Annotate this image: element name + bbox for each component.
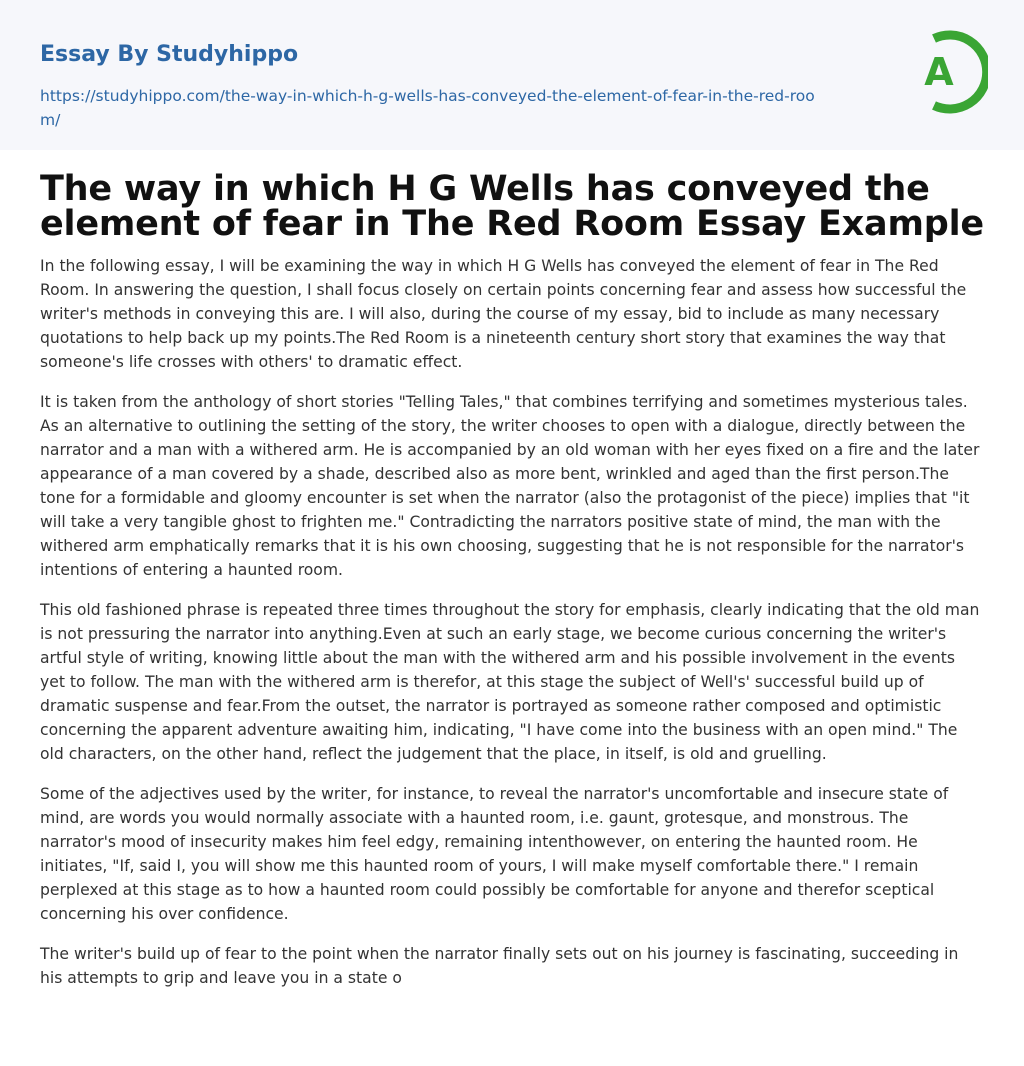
essay-paragraph-2: It is taken from the anthology of short stories "Telling Tales," that combines terrifying and sometimes mysterious tales. As an alternative to outlining the setting of the story, the writer chooses to open with a dialogue, directly between the narrator and a man with a withered arm. He is accompanied by an old woman with her eyes fixed on a fire and the later appearance of a man covered by a shade, described also as more bent, wrinkled and aged than the first person.The tone for a formidable and gloomy encounter is set when the narrator (also the protagonist of the piece) implies that "it will take a very tangible ghost to frighten me." Contradicting the narrators positive state of mind, the man with the withered arm emphatically remarks that it is his own choosing, suggesting that he is not responsible for the narrator's intentions of entering a haunted room. (40, 393, 980, 579)
essay-title: The way in which H G Wells has conveyed the element of fear in The Red Room Essay Example (40, 169, 984, 244)
site-brand[interactable]: Essay By Studyhippo (40, 42, 299, 67)
essay-paragraph-1: In the following essay, I will be examining the way in which H G Wells has conveyed the element of fear in The Red Room. In answering the question, I shall focus closely on certain points concerning fear and assess how successful the writer's methods in conveying this are. I will also, during the course of my essay, bid to include as many necessary quotations to help back up my points.The Red Room is a nineteenth century short story that examines the way that someone's life crosses with others' to dramatic effect. (40, 257, 967, 371)
essay-url-link[interactable]: https://studyhippo.com/the-way-in-which-h-g-wells-has-conveyed-the-element-of-fear-in-the-red-room/ (40, 87, 815, 129)
logo-letter: A (924, 50, 954, 94)
essay-paragraph-3: This old fashioned phrase is repeated three times throughout the story for emphasis, clearly indicating that the old man is not pressuring the narrator into anything.Even at such an early stage, we become curious concerning the writer's artful style of writing, knowing little about the man with the withered arm and his possible involvement in the events yet to follow. The man with the withered arm is therefor, at this stage the subject of Well's' successful build up of dramatic suspense and fear.From the outset, the narrator is portrayed as someone rather composed and optimistic concerning the apparent adventure awaiting him, indicating, "I have come into the business with an open mind." The old characters, on the other hand, reflect the judgement that the place, in itself, is old and gruelling. (40, 601, 980, 763)
article (0, 169, 1024, 990)
studyhippo-logo-icon[interactable] (908, 28, 988, 116)
essay-paragraph-5: The writer's build up of fear to the point when the narrator finally sets out on his journey is fascinating, succeeding in his attempts to grip and leave you in a state o (40, 945, 959, 987)
essay-paragraph-4: Some of the adjectives used by the writer, for instance, to reveal the narrator's uncomfortable and insecure state of mind, are words you would normally associate with a haunted room, i.e. gaunt, grotesque, and monstrous. The narrator's mood of insecurity makes him feel edgy, remaining intenthowever, on entering the haunted room. He initiates, "If, said I, you will show me this haunted room of yours, I will make myself comfortable there." I remain perplexed at this stage as to how a haunted room could possibly be comfortable for anyone and therefor sceptical concerning his over confidence. (40, 785, 949, 923)
site-header (0, 0, 1024, 150)
